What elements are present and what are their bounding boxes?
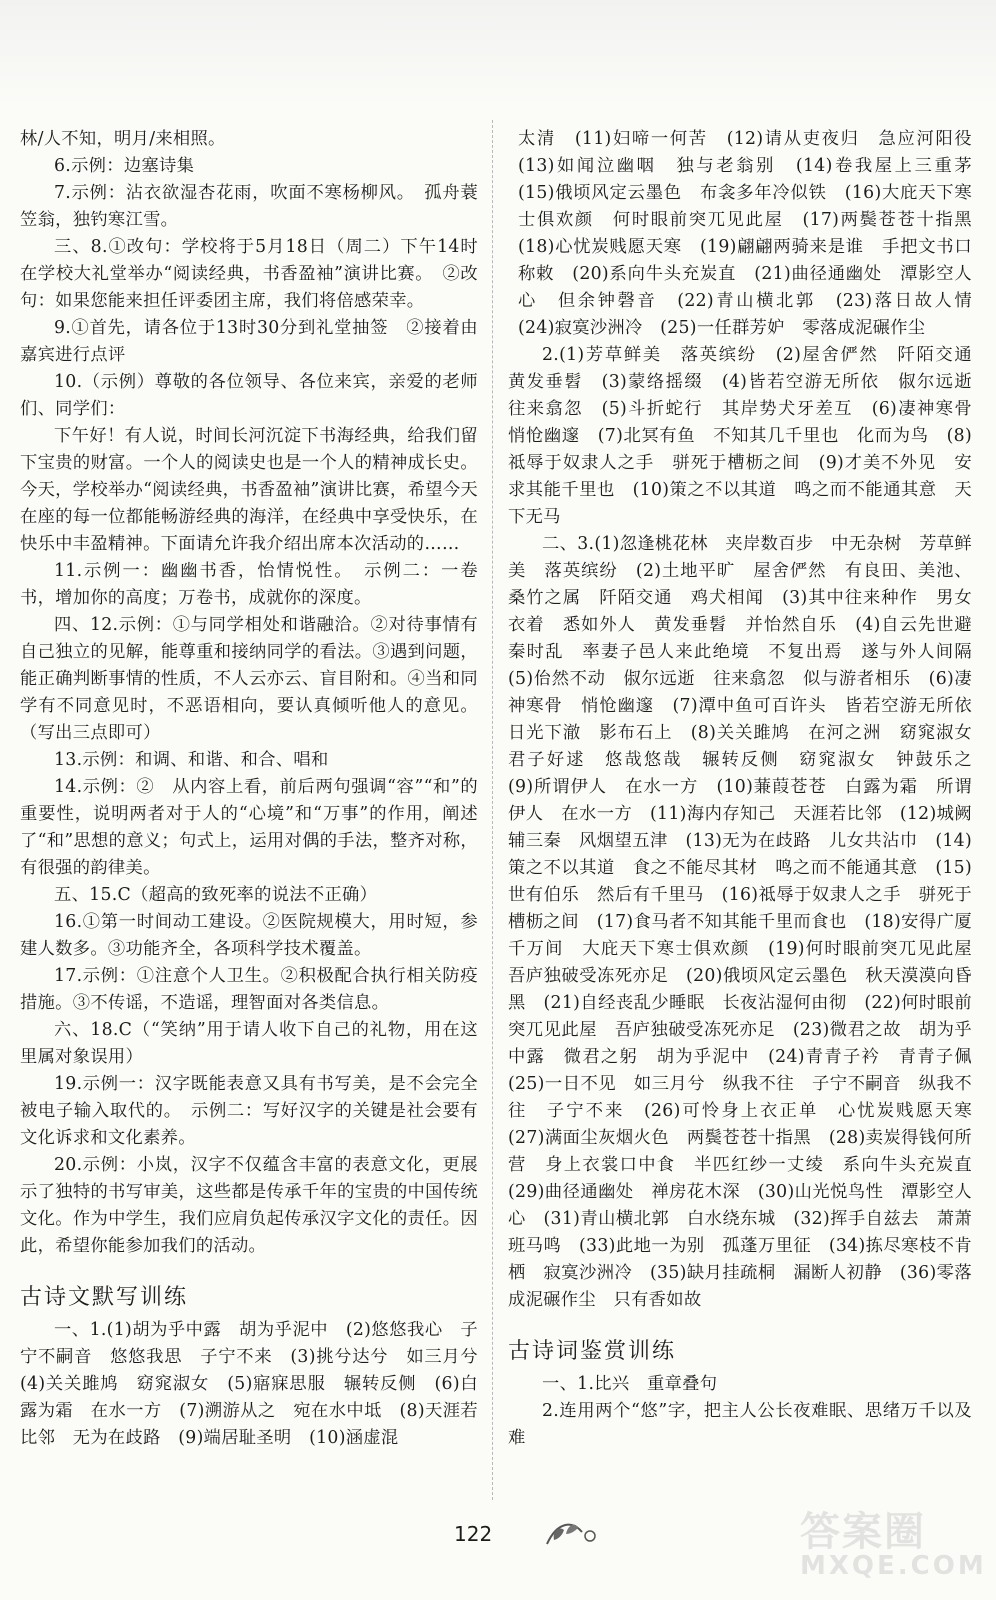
recitation-answers: 一、1.(1)胡为乎中露 胡为乎泥中 (2)悠悠我心 子宁不嗣音 悠悠我思 子宁不来 (3)挑兮达兮 如三月兮 (4)关关雎鸠 窈窕淑女 (5)寤寐思服 辗转反侧 (6)白露为霜 在水一方 (7)溯游从之 宛在水中坻 (8)天涯若比邻 无为在歧路 (9)端居耻圣明 (10)涵虚混 [20, 1320, 496, 1448]
left-column [20, 126, 496, 1452]
answer-6: 6.示例：边塞诗集 [54, 156, 195, 176]
answer-13: 13.示例：和调、和谐、和合、唱和 [54, 750, 329, 770]
page-number: 122 [454, 1522, 493, 1546]
appreciation-1: 一、1.比兴 重章叠句 [542, 1374, 718, 1394]
answer-10-body: 下午好！有人说，时间长河沉淀下书海经典，给我们留下宝贵的财富。一个人的阅读史也是一个人的精神成长史。今天，学校举办“阅读经典，书香盈袖”演讲比赛，希望今天在座的每一位都能畅游经典的海洋，在经典中享受快乐，在快乐中丰盈精神。下面请允许我介绍出席本次活动的…… [20, 426, 478, 554]
watermark-bottom: MXQE.COM [800, 1551, 987, 1581]
recitation-continued: 太清 (11)妇啼一何苦 (12)请从吏夜归 急应河阳役 (13)如闻泣幽咽 独与老翁别 (14)卷我屋上三重茅 (15)俄顷风定云墨色 布衾多年冷似铁 (16)大庇天下寒士俱欢颜 何时眼前突兀见此屋 (17)两鬓苍苍十指黑 (18)心忧炭贱愿天寒 (19)翩翩两骑来是谁 手把文书口称敕 (20)系向牛头充炭直 (21)曲径通幽处 潭影空人心 但余钟磬音 (22)青山横北郭 (23)落日故人情 (24)寂寞沙洲冷 (25)一任群芳妒 零落成泥碾作尘 [518, 129, 990, 338]
top-shadow-band [0, 0, 996, 105]
answer-8: 三、8.①改句：学校将于5月18日（周二）下午14时在学校大礼堂举办“阅读经典，书香盈袖”演讲比赛。 ②改句：如果您能来担任评委团主席，我们将倍感荣幸。 [20, 237, 478, 311]
recitation-2: 2.(1)芳草鲜美 落英缤纷 (2)屋舍俨然 阡陌交通 黄发垂髫 (3)蒙络摇缀 (4)皆若空游无所依 俶尔远逝 往来翕忽 (5)斗折蛇行 其岸势犬牙差互 (6)凄神寒骨 悄怆幽邃 (7)北冥有鱼 不知其几千里也 化而为鸟 (8)祗辱于奴隶人之手 骈死于槽枥之间 (9)才美不外见 安求其能千里也 (10)策之不以其道 鸣之而不能通其意 天下无马 [508, 345, 990, 527]
recitation-3: 二、3.(1)忽逢桃花林 夹岸数百步 中无杂树 芳草鲜美 落英缤纷 (2)土地平旷 屋舍俨然 有良田、美池、桑竹之属 阡陌交通 鸡犬相闻 (3)其中往来种作 男女衣着 悉如外人 黄发垂髫 并怡然自乐 (4)自云先世避秦时乱 率妻子邑人来此绝境 不复出焉 遂与外人间隔 (5)佁然不动 俶尔远逝 往来翕忽 似与游者相乐 (6)凄神寒骨 悄怆幽邃 (7)潭中鱼可百许头 皆若空游无所依 日光下澈 影布石上 (8)关关雎鸠 在河之洲 窈窕淑女 君子好逑 悠哉悠哉 辗转反侧 窈窕淑女 钟鼓乐之 (9)所谓伊人 在水一方 (10)蒹葭苍苍 白露为霜 所谓伊人 在水一方 (11)海内存知己 天涯若比邻 (12)城阙辅三秦 风烟望五津 (13)无为在歧路 儿女共沾巾 (14)策之不以其道 食之不能尽其材 鸣之而不能通其意 (15)世有伯乐 然后有千里马 (16)祗辱于奴隶人之手 骈死于槽枥之间 (17)食马者不知其能千里而食也 (18)安得广厦千万间 大庇天下寒士俱欢颜 (19)何时眼前突兀见此屋 吾庐独破受冻死亦足 (20)俄顷风定云墨色 秋天漠漠向昏黑 (21)自经丧乱少睡眠 长夜沾湿何由彻 (22)何时眼前突兀见此屋 吾庐独破受冻死亦足 (23)微君之故 胡为乎中露 微君之躬 胡为乎泥中 (24)青青子衿 青青子佩 (25)一日不见 如三月兮 纵我不往 子宁不嗣音 纵我不往 子宁不来 (26)可怜身上衣正单 心忧炭贱愿天寒 (27)满面尘灰烟火色 两鬓苍苍十指黑 (28)卖炭得钱何所营 身上衣裳口中食 半匹红纱一丈绫 系向牛头充炭直 (29)曲径通幽处 禅房花木深 (30)山光悦鸟性 潭影空人心 (31)青山横北郭 白水绕东城 (32)挥手自兹去 萧萧班马鸣 (33)此地一为别 孤蓬万里征 (34)拣尽寒枝不肯栖 寂寞沙洲冷 (35)缺月挂疏桐 漏断人初静 (36)零落成泥碾作尘 只有香如故 [508, 534, 990, 1310]
section-title-recitation: 古诗文默写训练 [20, 1285, 189, 1310]
section-title-appreciation: 古诗词鉴赏训练 [508, 1339, 677, 1364]
column-divider [492, 120, 494, 1500]
answer-20: 20.示例：小岚，汉字不仅蕴含丰富的表意文化，更展示了独特的书写审美，这些都是传承千年的宝贵的中国传统文化。作为中学生，我们应肩负起传承汉字文化的责任。因此，希望你能参加我们的活动。 [20, 1155, 478, 1256]
answer-15: 五、15.C（超高的致死率的说法不正确） [54, 885, 378, 905]
watermark-top: 答案圈 [800, 1509, 926, 1555]
text-line: 林/人不知，明月/来相照。 [20, 129, 226, 149]
answer-10: 10.（示例）尊敬的各位领导、各位来宾，亲爱的老师们、同学们： [20, 372, 478, 419]
watermark [800, 1500, 987, 1590]
appreciation-2: 2.连用两个“悠”字，把主人公长夜难眠、思绪万千以及难 [508, 1401, 972, 1448]
leaf-ornament-icon [542, 1512, 602, 1552]
answer-18: 六、18.C（“笑纳”用于请人收下自己的礼物，用在这里属对象误用） [20, 1020, 478, 1067]
right-column [508, 126, 990, 1452]
answer-12: 四、12.示例：①与同学相处和谐融洽。②对待事情有自己独立的见解，能尊重和接纳同学的看法。③遇到问题，能正确判断事情的性质，不人云亦云、盲目附和。④当和同学有不同意见时，不恶语相向，要认真倾听他人的意见。（写出三点即可） [20, 615, 478, 743]
answer-14: 14.示例：② 从内容上看，前后两句强调“容”“和”的重要性，说明两者对于人的“心境”和“万事”的作用，阐述了“和”思想的意义；句式上，运用对偶的手法，整齐对称，有很强的韵律美。 [20, 777, 478, 878]
answer-11: 11.示例一：幽幽书香，怡情悦性。 示例二：一卷书，增加你的高度；万卷书，成就你的深度。 [20, 561, 478, 608]
answer-19: 19.示例一：汉字既能表意又具有书写美，是不会完全被电子输入取代的。 示例二：写好汉字的关键是社会要有文化诉求和文化素养。 [20, 1074, 478, 1148]
answer-7: 7.示例：沾衣欲湿杏花雨，吹面不寒杨柳风。 孤舟蓑笠翁，独钓寒江雪。 [20, 183, 478, 230]
answer-17: 17.示例：①注意个人卫生。②积极配合执行相关防疫措施。③不传谣，不造谣，理智面对各类信息。 [20, 966, 478, 1013]
answer-9: 9.①首先，请各位于13时30分到礼堂抽签 ②接着由嘉宾进行点评 [20, 318, 478, 365]
answer-16: 16.①第一时间动工建设。②医院规模大，用时短，参建人数多。③功能齐全，各项科学技术覆盖。 [20, 912, 478, 959]
